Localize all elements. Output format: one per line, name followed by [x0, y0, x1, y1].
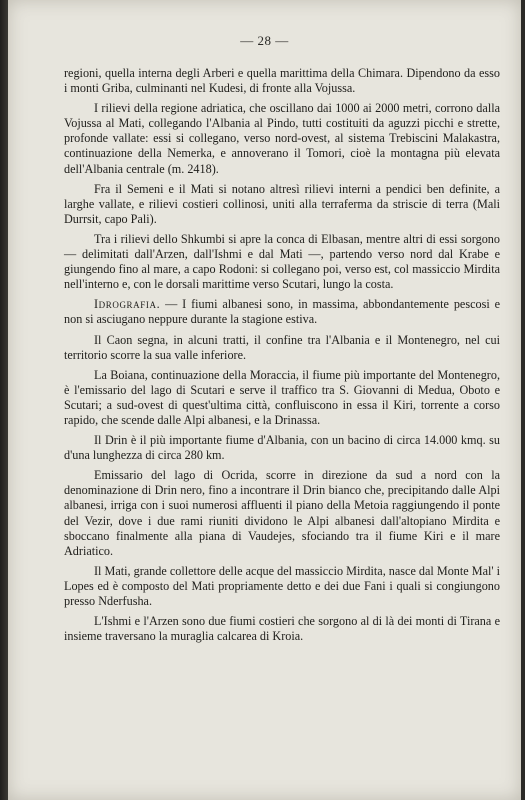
paragraph-semeni-mati: Fra il Semeni e il Mati si notano altresì rilievi interni a pendici ben definite, a larghe vallate, e rilievi costieri collinosi, uniti alla terraferma da striscie di terra (Mali Durrsit, capo Pali). [64, 181, 500, 226]
scan-edge [0, 0, 8, 800]
paragraph-ishmi-arzen: L'Ishmi e l'Arzen sono due fiumi costieri che sorgono al di là dei monti di Tirana e insieme traversano la muraglia calcarea di Kroia. [64, 614, 500, 644]
paragraph-continuation: regioni, quella interna degli Arberi e quella marittima della Chimara. Dipendono da esso i monti Griba, culminanti nel Kudesi, di fronte alla Vojussa. [64, 66, 500, 96]
section-heading-idrografia: Idrografia. [94, 297, 161, 312]
book-page [8, 0, 521, 800]
idrografia-text: — I fiumi albanesi sono, in massima, abbondantemente pescosi e non si asciugano neppure durante la stagione estiva. [64, 297, 500, 327]
paragraph-ocrida: Emissario del lago di Ocrida, scorre in direzione da sud a nord con la denominazione di Drin nero, fino a incontrare il Drin bianco che, precipitando dalle Alpi albanesi, irriga con i suoi numerosi affluenti il piano della Metoia raggiungendo il ponte del Vezir, dove i due rami riuniti dividono le Alpi albanesi dall'altopiano Mirdita e sboccano finalmente alla piana di Vaudejes, sfociando tra il fiume Kiri e il mare Adriatico. [64, 468, 500, 558]
paragraph-drin: Il Drin è il più importante fiume d'Albania, con un bacino di circa 14.000 kmq. su d'una lunghezza di circa 280 km. [64, 433, 500, 463]
paragraph-shkumbi: Tra i rilievi dello Shkumbi si apre la conca di Elbasan, mentre altri di essi sorgono — delimitati dall'Arzen, dall'Ishmi e dal Mati —, partendo verso nord dal Krabe e giungendo fino al mare, a capo Rodoni: si collegano poi, verso est, col massiccio Mirdita nell'interno e, con le dorsali marittime verso Scutari, lungo la costa. [64, 231, 500, 292]
paragraph-idrografia [64, 297, 500, 327]
paragraph-caon: Il Caon segna, in alcuni tratti, il confine tra l'Albania e il Montenegro, nel cui territorio scorre la sua valle inferiore. [64, 332, 500, 362]
paragraph-adriatic-reliefs: I rilievi della regione adriatica, che oscillano dai 1000 ai 2000 metri, corrono dalla Vojussa al Mati, collegando l'Albania al Pindo, tutti costituiti da aguzzi picchi e strette, profonde vallate: essi si collegano, verso nord-ovest, al sistema Trebiscini Malakastra, continuazione della Nemerka, e annoverano il Tomori, cioè la montagna più elevata dell'Albania centrale (m. 2418). [64, 101, 500, 176]
paragraph-mati: Il Mati, grande collettore delle acque del massiccio Mirdita, nasce dal Monte Mal' i Lopes ed è composto del Mati propriamente detto e dei due Fani i quali si congiungono presso Nderfusha. [64, 563, 500, 608]
paragraph-boiana: La Boiana, continuazione della Moraccia, il fiume più importante del Montenegro, è l'emissario del lago di Scutari e serve il traffico tra S. Giovanni di Medua, Oboto e Scutari; a sud-ovest di quest'ultima città, confluiscono in essa il Kiri, torrente a corso rapido, che scende dalle Alpi albanesi, e la Drinassa. [64, 367, 500, 427]
page-number: — 28 — [240, 33, 289, 48]
page-body [64, 66, 500, 649]
